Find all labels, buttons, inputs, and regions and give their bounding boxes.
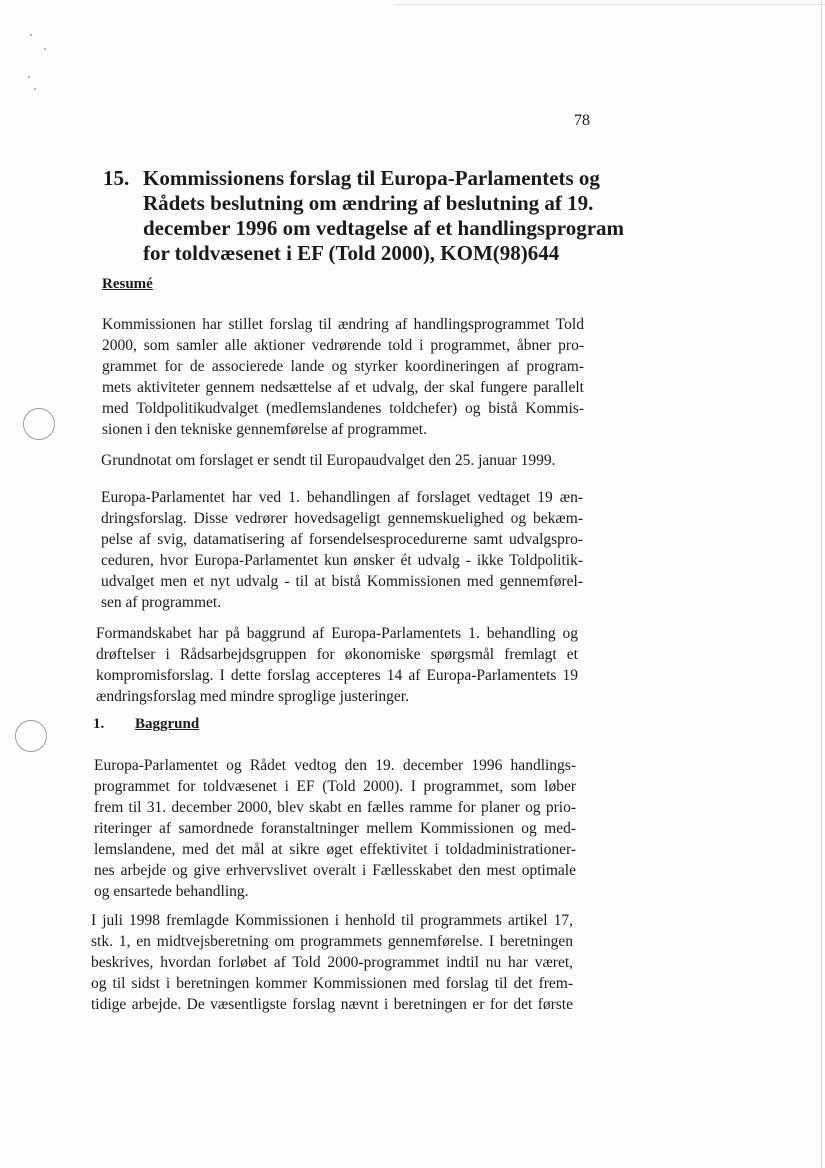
text-line: og ensartede behandling. (94, 883, 249, 900)
text-line: ceduren, hvor Europa-Parlamentet kun ønsker ét udvalg - ikke Toldpolitik- (101, 552, 583, 569)
title-line: Kommissionens forslag til Europa-Parlamentets og (143, 166, 600, 190)
text-line: stk. 1, en midtvejsberetning om programmets gennemførelse. I beretningen (91, 933, 573, 950)
punch-hole (15, 720, 47, 752)
text-line: 2000, som samler alle aktioner vedrørende told i programmet, åbner pro- (102, 337, 584, 354)
punch-hole (23, 408, 55, 440)
title-text (143, 166, 625, 266)
page-number: 78 (574, 112, 590, 129)
page-edge-top (395, 4, 825, 5)
text-line: programmet for toldvæsenet i EF (Told 2000). I programmet, som løber (94, 778, 576, 795)
resume-paragraph-2 (101, 450, 583, 471)
text-line: Europa-Parlamentet har ved 1. behandlingen af forslaget vedtaget 19 æn- (101, 489, 583, 506)
title-line: for toldvæsenet i EF (Told 2000), KOM(98)644 (143, 241, 560, 265)
title-line: december 1996 om vedtagelse af et handlingsprogram (143, 216, 625, 240)
scan-speck (44, 48, 46, 50)
section-paragraph-2 (91, 910, 573, 1015)
text-line: frem til 31. december 2000, blev skabt en fælles ramme for planer og prio- (94, 799, 576, 816)
resume-paragraph-1 (102, 314, 584, 440)
text-line: sionen i den tekniske gennemførelse af programmet. (102, 421, 427, 438)
scan-speck (28, 76, 30, 78)
scan-speck (34, 88, 36, 90)
text-line: med Toldpolitikudvalget (medlemslandenes toldchefer) og bistå Kommis- (102, 400, 584, 417)
text-line: udvalget men et nyt udvalg - til at bistå Kommissionen med gennemførel- (101, 573, 583, 590)
text-line: sen af programmet. (101, 594, 222, 611)
title-line: Rådets beslutning om ændring af beslutning af 19. (143, 191, 594, 215)
text-line: grammet for de associerede lande og styrker koordineringen af program- (102, 358, 584, 375)
text-line: Grundnotat om forslaget er sendt til Europaudvalget den 25. januar 1999. (101, 452, 556, 469)
text-line: riteringer af samordnede foranstaltninger mellem Kommissionen og med- (94, 820, 576, 837)
text-line: dringsforslag. Disse vedrører hovedsageligt gennemskuelighed og bekæm- (101, 510, 583, 527)
section-paragraph-1 (94, 755, 576, 902)
text-line: drøftelser i Rådsarbejdsgruppen for økonomiske spørgsmål fremlagt et (96, 646, 578, 663)
page-edge-right (821, 0, 822, 1168)
resume-heading: Resumé (102, 276, 153, 292)
text-line: og til sidst i beretningen kommer Kommissionen med forslag til det frem- (91, 975, 573, 992)
section-heading: Baggrund (135, 716, 200, 732)
text-line: tidige arbejde. De væsentligste forslag nævnt i beretningen er for det første (91, 996, 573, 1013)
resume-paragraph-3 (101, 487, 583, 613)
text-line: nes arbejde og give erhvervslivet overalt i Fællesskabet den mest optimale (94, 862, 576, 879)
resume-paragraph-4 (96, 623, 578, 707)
text-line: Europa-Parlamentet og Rådet vedtog den 19. december 1996 handlings- (94, 757, 576, 774)
text-line: lemslandene, med det mål at sikre øget effektivitet i toldadministrationer- (94, 841, 576, 858)
text-line: beskrives, hvordan forløbet af Told 2000-programmet indtil nu har været, (91, 954, 573, 971)
text-line: Formandskabet har på baggrund af Europa-Parlamentets 1. behandling og (96, 625, 578, 642)
text-line: I juli 1998 fremlagde Kommissionen i henhold til programmets artikel 17, (91, 912, 573, 929)
text-line: mets aktiviteter gennem nedsættelse af et udvalg, der skal fungere parallelt (102, 379, 584, 396)
text-line: ændringsforslag med mindre sproglige justeringer. (96, 688, 409, 705)
title-number: 15. (103, 166, 130, 190)
text-line: kompromisforslag. I dette forslag accepteres 14 af Europa-Parlamentets 19 (96, 667, 578, 684)
text-line: pelse af svig, datamatisering af forsendelsesprocedurerne samt udvalgspro- (101, 531, 583, 548)
scan-speck (30, 34, 32, 36)
text-line: Kommissionen har stillet forslag til ændring af handlingsprogrammet Told (102, 316, 584, 333)
section-number: 1. (93, 716, 105, 732)
